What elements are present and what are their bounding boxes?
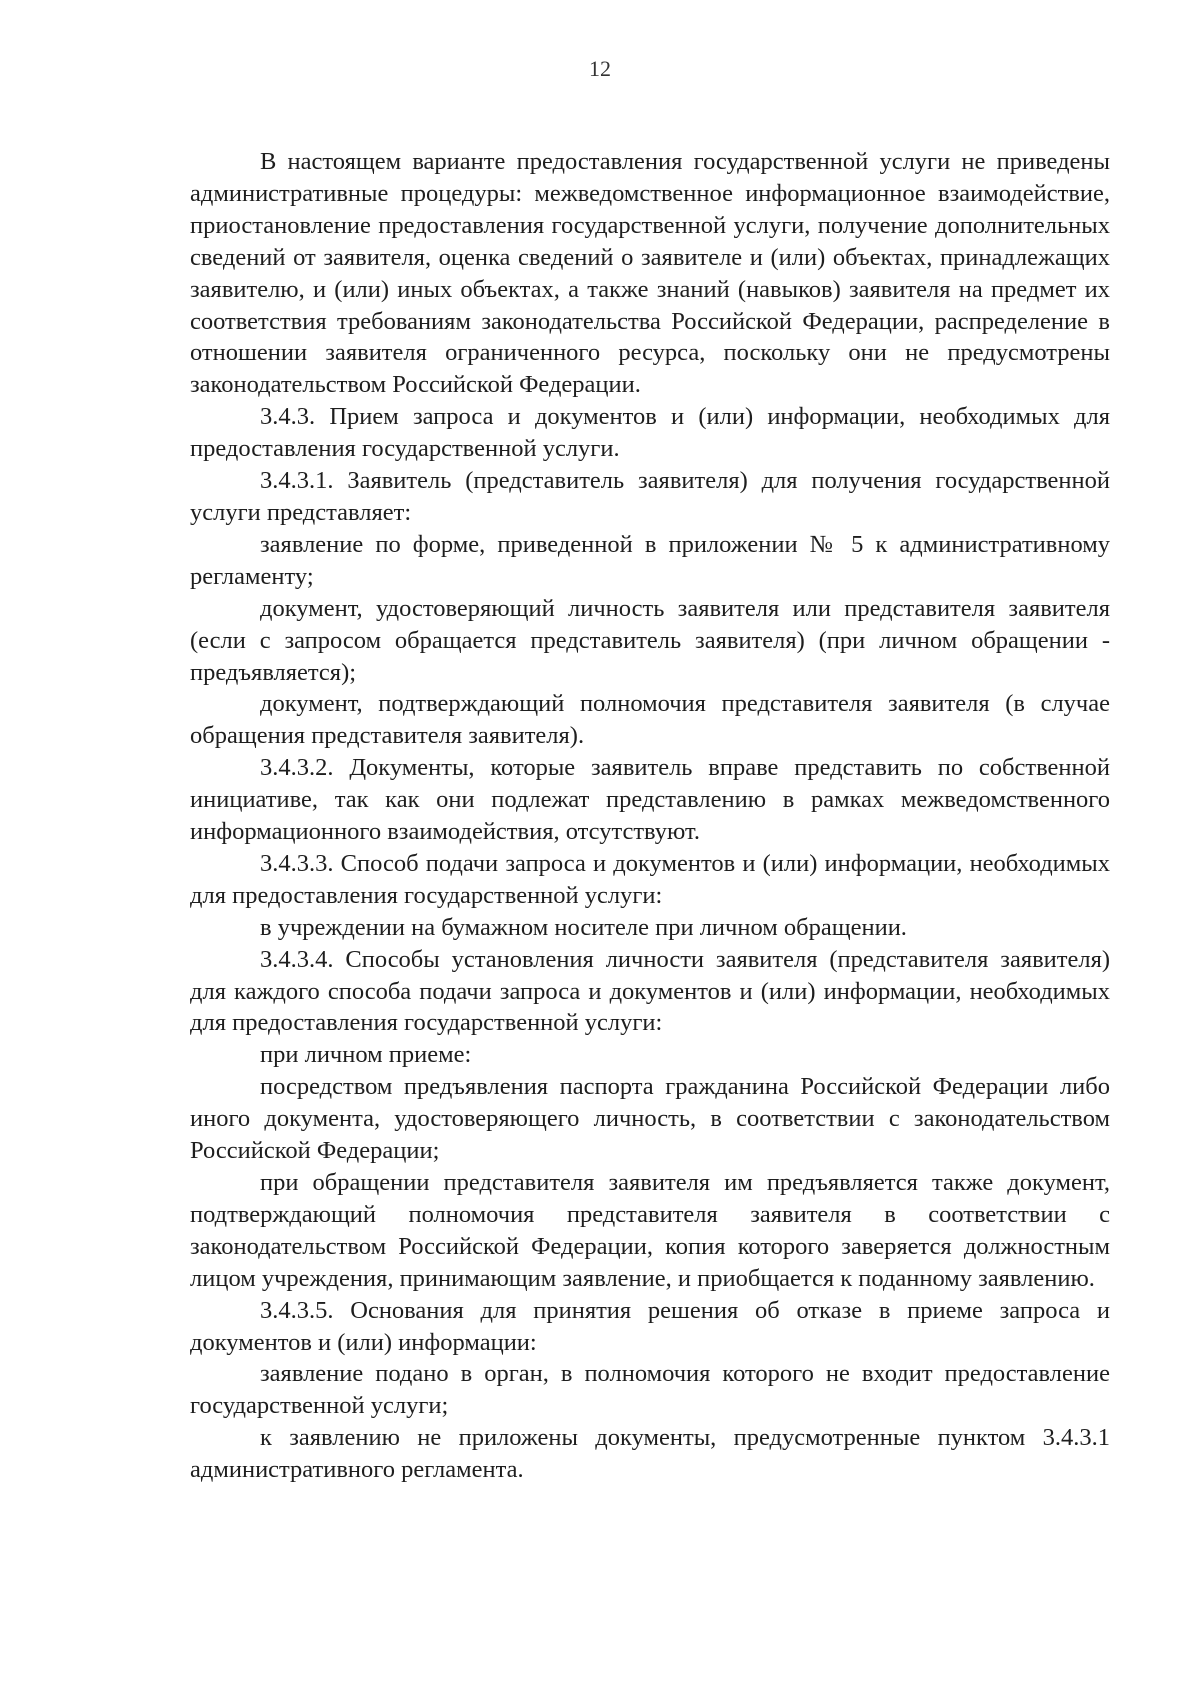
list-item-wrong-authority: заявление подано в орган, в полномочия которого не входит предоставление государственной услуги; [190,1360,1110,1420]
list-item-application-form: заявление по форме, приведенной в приложении № 5 к административному регламенту; [190,530,1110,590]
paragraph-3-4-3-1: 3.4.3.1. Заявитель (представитель заявителя) для получения государственной услуги представляет: [190,467,1110,526]
paragraph-intro: В настоящем варианте предоставления государственной услуги не приведены административные процедуры: межведомственное информационное взаимодействие, приостановление предоставления государственной услуги, получение дополнительных сведений от заявителя, оценка сведений о заявителе и (или) объектах, принадлежащих заявителю, и (или) иных объектах, а также знаний (навыков) заявителя на предмет их соответствия требованиям законодательства Российской Федерации, распределение в отношении заявителя ограниченного ресурса, поскольку они не предусмотрены законодательством Российской Федерации. [190,148,1110,399]
paragraph-3-4-3-3: 3.4.3.3. Способ подачи запроса и документов и (или) информации, необходимых для предоставления государственной услуги: [190,849,1110,909]
paragraph-3-4-3-4: 3.4.3.4. Способы установления личности заявителя (представителя заявителя) для каждого способа подачи запроса и документов и (или) информации, необходимых для предоставления государственной услуги: [190,945,1110,1037]
paragraph-3-4-3: 3.4.3. Прием запроса и документов и (или) информации, необходимых для предоставления государственной услуги. [190,403,1110,463]
list-item-identity-document: документ, удостоверяющий личность заявителя или представителя заявителя (если с запросом обращается представитель заявителя) (при личном обращении - предъявляется); [190,594,1110,686]
list-item-passport-presentation: посредством предъявления паспорта гражданина Российской Федерации либо иного документа, удостоверяющего личность, в соответствии с законодательством Российской Федерации; [190,1073,1110,1165]
page-number: 12 [589,56,611,81]
list-item-representative-document: при обращении представителя заявителя им предъявляется также документ, подтверждающий полномочия представителя заявителя в соответствии с законодательством Российской Федерации, копия которого заверяется должностным лицом учреждения, принимающим заявление, и приобщается к поданному заявлению. [190,1169,1110,1292]
paragraph-3-4-3-2: 3.4.3.2. Документы, которые заявитель вправе представить по собственной инициативе, так как они подлежат представлению в рамках межведомственного информационного взаимодействия, отсутствуют. [190,754,1110,846]
list-item-personal-reception: при личном приеме: [260,1041,472,1069]
document-body [190,146,1110,1486]
list-item-paper-submission: в учреждении на бумажном носителе при личном обращении. [260,913,907,941]
list-item-missing-documents: к заявлению не приложены документы, предусмотренные пунктом 3.4.3.1 административного регламента. [190,1424,1110,1484]
list-item-authority-document: документ, подтверждающий полномочия представителя заявителя (в случае обращения представителя заявителя). [190,690,1110,750]
paragraph-3-4-3-5: 3.4.3.5. Основания для принятия решения об отказе в приеме запроса и документов и (или) информации: [190,1296,1110,1356]
